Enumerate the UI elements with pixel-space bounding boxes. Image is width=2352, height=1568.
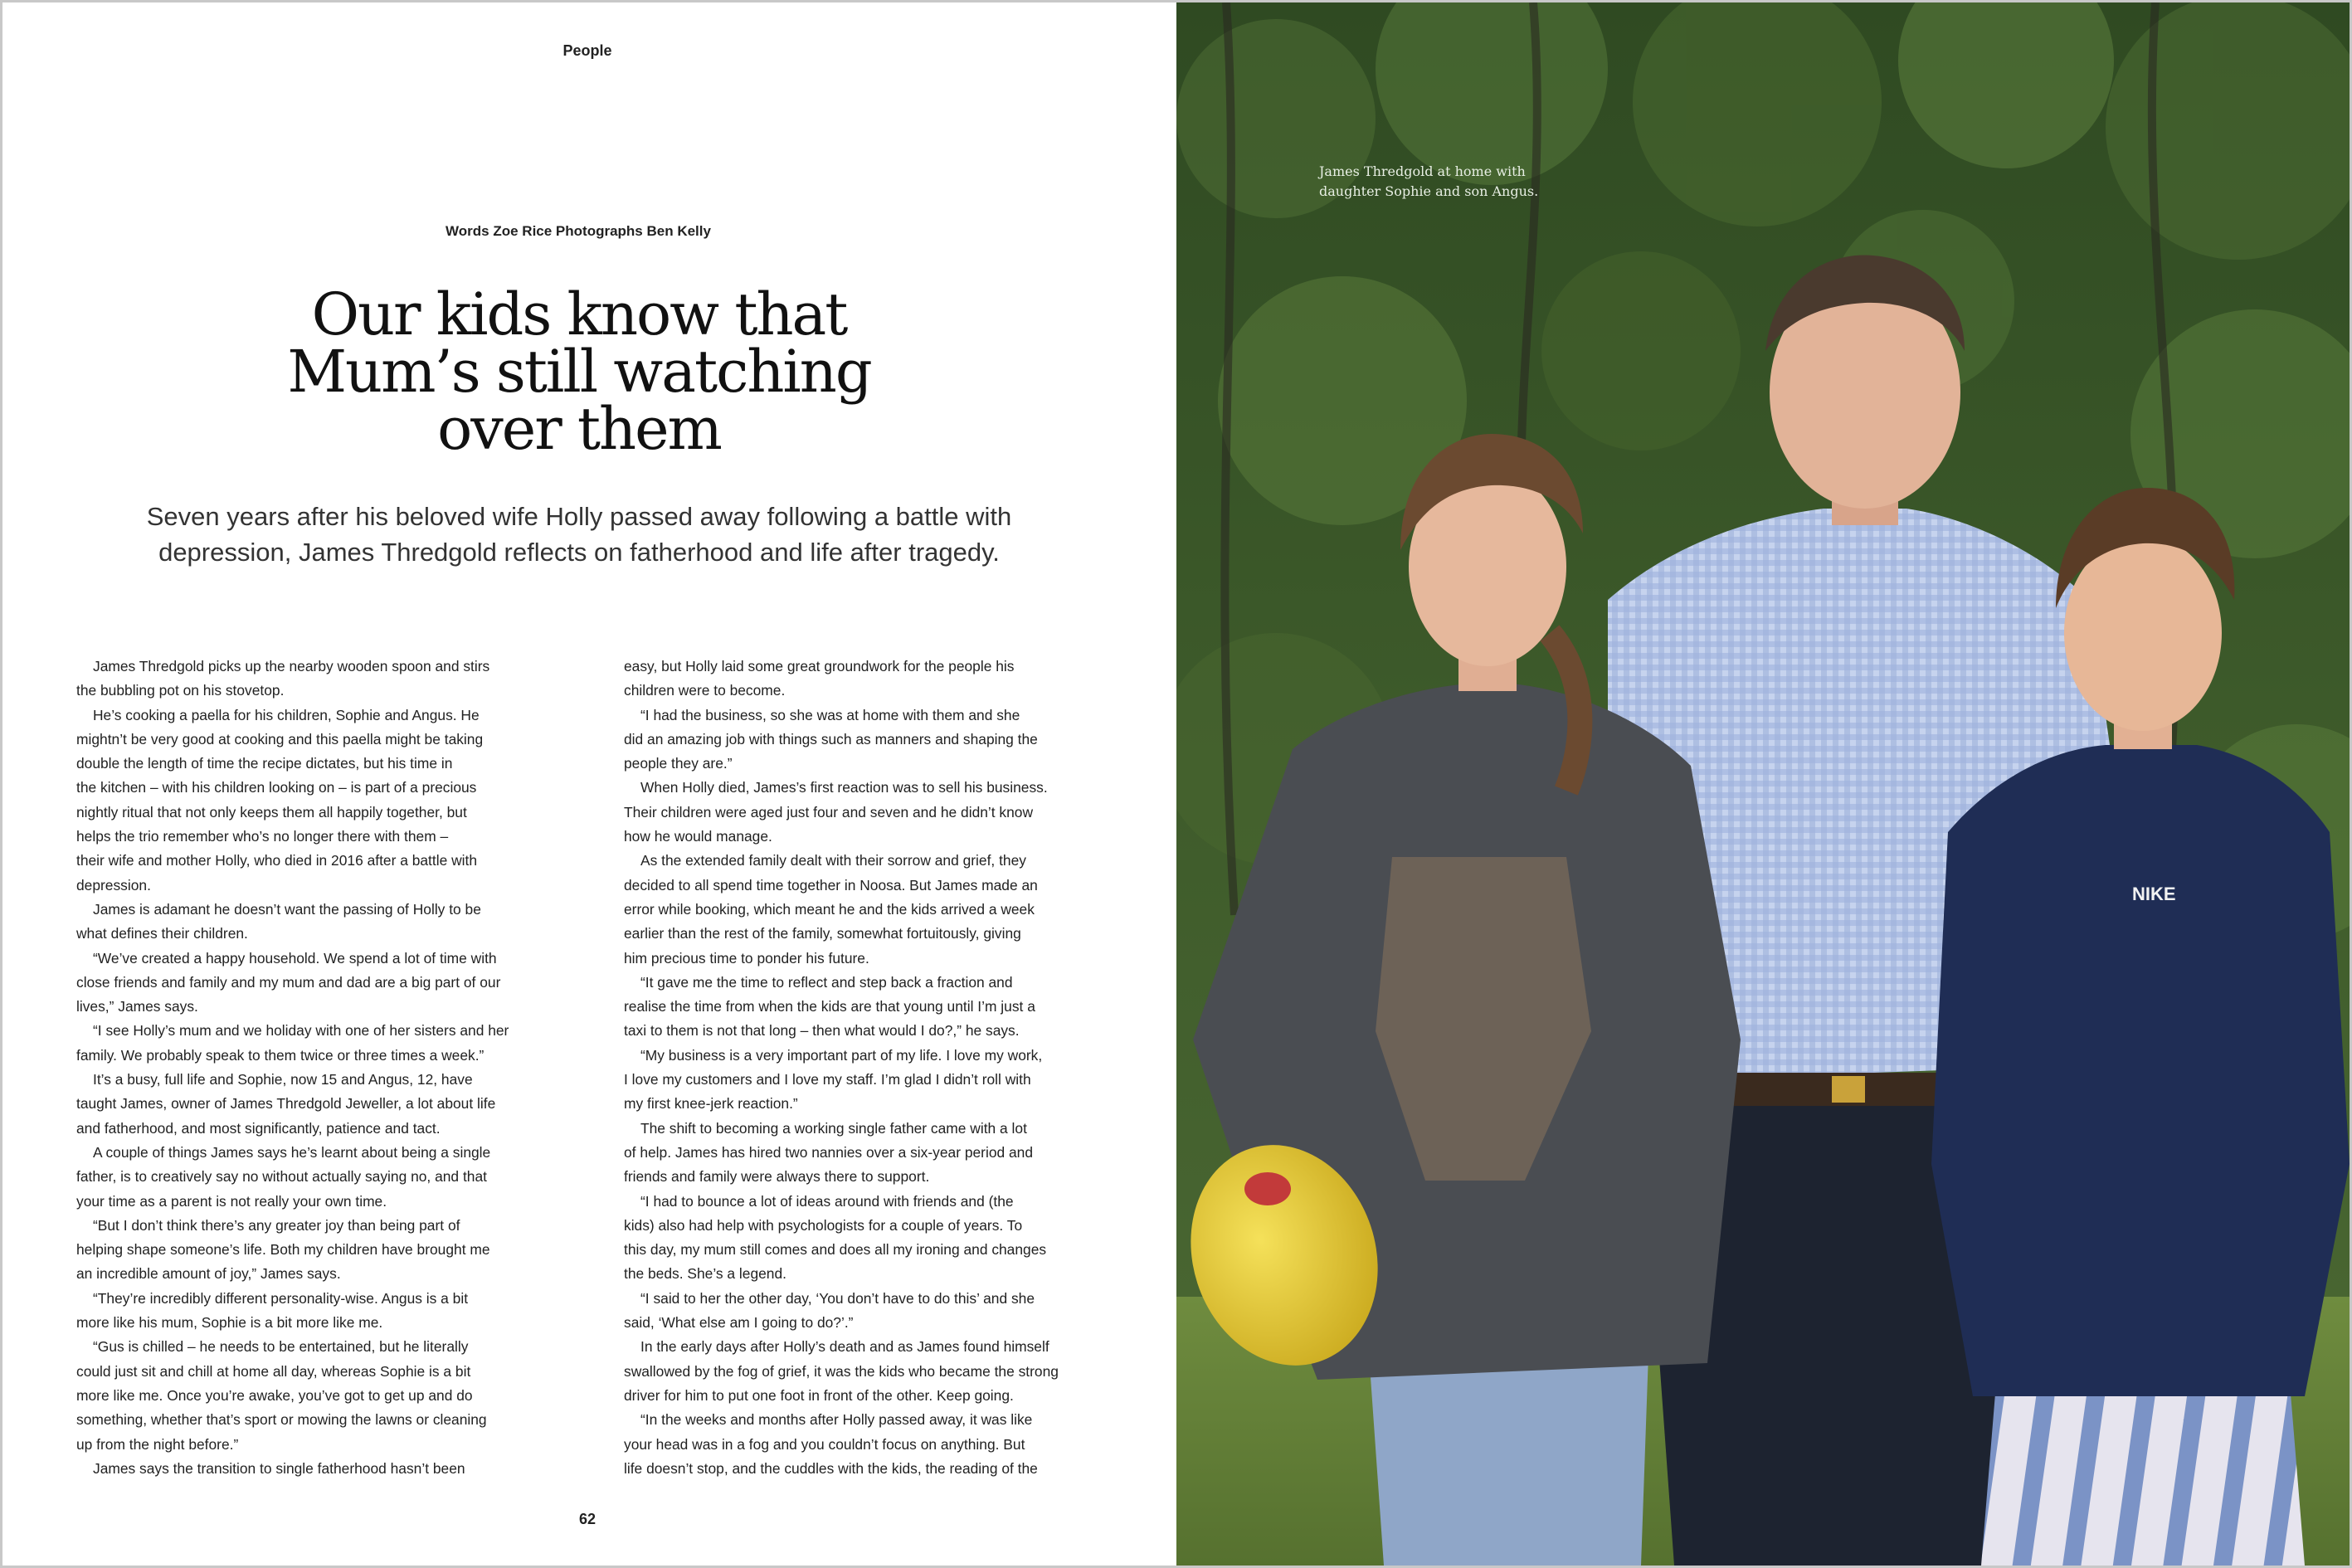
body-line: mightn’t be very good at cooking and this paella might be taking <box>76 730 484 747</box>
body-line: of help. James has hired two nannies over a six-year period and <box>624 1143 1034 1161</box>
body-line: what defines their children. <box>76 925 248 942</box>
body-line: an incredible amount of joy,” James says. <box>76 1265 341 1283</box>
body-line: your time as a parent is not really your own time. <box>76 1192 387 1210</box>
body-column-2 <box>624 655 1105 1481</box>
son-face <box>2064 535 2222 731</box>
standfirst <box>102 499 1056 570</box>
body-line: “I had the business, so she was at home with them and she <box>640 706 1020 723</box>
body-line: earlier than the rest of the family, somewhat fortuitously, giving <box>624 925 1021 942</box>
caption-line: daughter Sophie and son Angus. <box>1319 183 1539 199</box>
body-line: taught James, owner of James Thredgold Jeweller, a lot about life <box>76 1095 496 1113</box>
body-line: “I said to her the other day, ‘You don’t have to do this’ and she <box>640 1289 1035 1307</box>
body-line: nightly ritual that not only keeps them all happily together, but <box>76 803 467 821</box>
body-line: the kitchen – with his children looking on – is part of a precious <box>76 779 477 796</box>
body-line: kids) also had help with psychologists for a couple of years. To <box>624 1216 1023 1234</box>
shirt-logo: NIKE <box>2132 884 2176 904</box>
body-line: In the early days after Holly’s death and as James found himself <box>640 1338 1049 1356</box>
headline-line: over them <box>437 395 721 463</box>
body-line: As the extended family dealt with their sorrow and grief, they <box>640 852 1026 869</box>
body-line: more like his mum, Sophie is a bit more like me. <box>76 1314 383 1332</box>
body-line: taxi to them is not that long – then what would I do?,” he says. <box>624 1022 1020 1040</box>
byline-credit: Words Zoe Rice Photographs Ben Kelly <box>446 223 711 239</box>
body-line: their wife and mother Holly, who died in 2016 after a battle with <box>76 852 478 869</box>
body-line: I love my customers and I love my staff. I’m glad I didn’t roll with <box>624 1071 1031 1088</box>
body-line: “Gus is chilled – he needs to be entertained, but he literally <box>93 1338 469 1356</box>
right-page <box>1176 0 2352 1568</box>
body-line: did an amazing job with things such as manners and shaping the <box>624 730 1038 747</box>
body-line: children were to become. <box>624 682 786 699</box>
body-line: He’s cooking a paella for his children, Sophie and Angus. He <box>93 706 480 723</box>
family-photo <box>1176 2 2350 1566</box>
headline-line: Mum’s still watching <box>287 338 871 406</box>
body-line: my first knee-jerk reaction.” <box>624 1095 798 1113</box>
body-line: helps the trio remember who’s no longer there with them – <box>76 828 449 845</box>
body-line: helping shape someone’s life. Both my children have brought me <box>76 1241 490 1259</box>
body-line: your head was in a fog and you couldn’t focus on anything. But <box>624 1435 1025 1453</box>
body-line: “I had to bounce a lot of ideas around with friends and (the <box>640 1192 1014 1210</box>
body-line: family. We probably speak to them twice or three times a week.” <box>76 1046 485 1064</box>
body-line: father, is to creatively say no without actually saying no, and that <box>76 1168 487 1186</box>
body-line: easy, but Holly laid some great groundwork for the people his <box>624 658 1015 674</box>
body-line: something, whether that’s sport or mowing the lawns or cleaning <box>76 1411 487 1429</box>
body-line: lives,” James says. <box>76 998 198 1015</box>
body-line: life doesn’t stop, and the cuddles with the kids, the reading of the <box>624 1459 1038 1477</box>
belt-buckle <box>1832 1076 1865 1103</box>
standfirst-line: depression, James Thredgold reflects on fatherhood and life after tragedy. <box>158 538 1000 567</box>
body-column-1 <box>76 655 558 1481</box>
body-line: driver for him to put one foot in front of the other. Keep going. <box>624 1386 1014 1404</box>
body-line: “I see Holly’s mum and we holiday with one of her sisters and her <box>93 1022 509 1040</box>
body-line: could just sit and chill at home all day, whereas Sophie is a bit <box>76 1362 471 1380</box>
headline <box>168 280 990 463</box>
body-line: said, ‘What else am I going to do?’.” <box>624 1314 854 1332</box>
body-line: the bubbling pot on his stovetop. <box>76 682 285 699</box>
body-line: the beds. She’s a legend. <box>624 1265 786 1283</box>
body-line: swallowed by the fog of grief, it was the kids who became the strong <box>624 1362 1059 1380</box>
body-line: “It gave me the time to reflect and step back a fraction and <box>640 973 1013 991</box>
son-tshirt <box>1931 745 2350 1396</box>
body-line: James is adamant he doesn’t want the passing of Holly to be <box>93 900 481 918</box>
body-line: people they are.” <box>624 755 733 772</box>
body-line: friends and family were always there to support. <box>624 1168 930 1186</box>
caption-line: James Thredgold at home with <box>1319 163 1526 179</box>
body-line: When Holly died, James’s first reaction was to sell his business. <box>640 779 1048 796</box>
body-line: The shift to becoming a working single father came with a lot <box>640 1119 1027 1137</box>
body-line: A couple of things James says he’s learnt about being a single <box>93 1143 491 1161</box>
body-line: James says the transition to single fatherhood hasn’t been <box>93 1459 465 1477</box>
body-line: decided to all spend time together in Noosa. But James made an <box>624 876 1038 894</box>
section-label: People <box>562 42 612 59</box>
body-line: this day, my mum still comes and does all my ironing and changes <box>624 1241 1047 1259</box>
body-line: “But I don’t think there’s any greater joy than being part of <box>93 1216 460 1234</box>
body-line: double the length of time the recipe dictates, but his time in <box>76 755 453 772</box>
body-line: error while booking, which meant he and the kids arrived a week <box>624 900 1035 918</box>
body-line: Their children were aged just four and seven and he didn’t know <box>624 803 1034 821</box>
standfirst-line: Seven years after his beloved wife Holly passed away following a battle with <box>146 502 1012 531</box>
body-line: “They’re incredibly different personality-wise. Angus is a bit <box>93 1289 469 1307</box>
body-line: James Thredgold picks up the nearby wooden spoon and stirs <box>93 658 490 674</box>
photo-caption <box>1319 162 1585 202</box>
page-number: 62 <box>578 1511 597 1527</box>
body-line: more like me. Once you’re awake, you’ve got to get up and do <box>76 1386 473 1404</box>
body-line: “In the weeks and months after Holly passed away, it was like <box>640 1411 1033 1429</box>
body-line: realise the time from when the kids are that young until I’m just a <box>624 998 1035 1015</box>
body-line: “My business is a very important part of my life. I love my work, <box>640 1046 1043 1064</box>
body-line: him precious time to ponder his future. <box>624 949 869 967</box>
body-line: depression. <box>76 876 151 894</box>
headline-line: Our kids know that <box>311 280 847 348</box>
body-line: “We’ve created a happy household. We spend a lot of time with <box>93 949 497 967</box>
body-line: how he would manage. <box>624 828 772 845</box>
body-line: and fatherhood, and most significantly, patience and tact. <box>76 1119 441 1137</box>
body-line: close friends and family and my mum and dad are a big part of our <box>76 973 501 991</box>
body-line: It’s a busy, full life and Sophie, now 15 and Angus, 12, have <box>93 1071 473 1088</box>
body-line: up from the night before.” <box>76 1435 239 1453</box>
